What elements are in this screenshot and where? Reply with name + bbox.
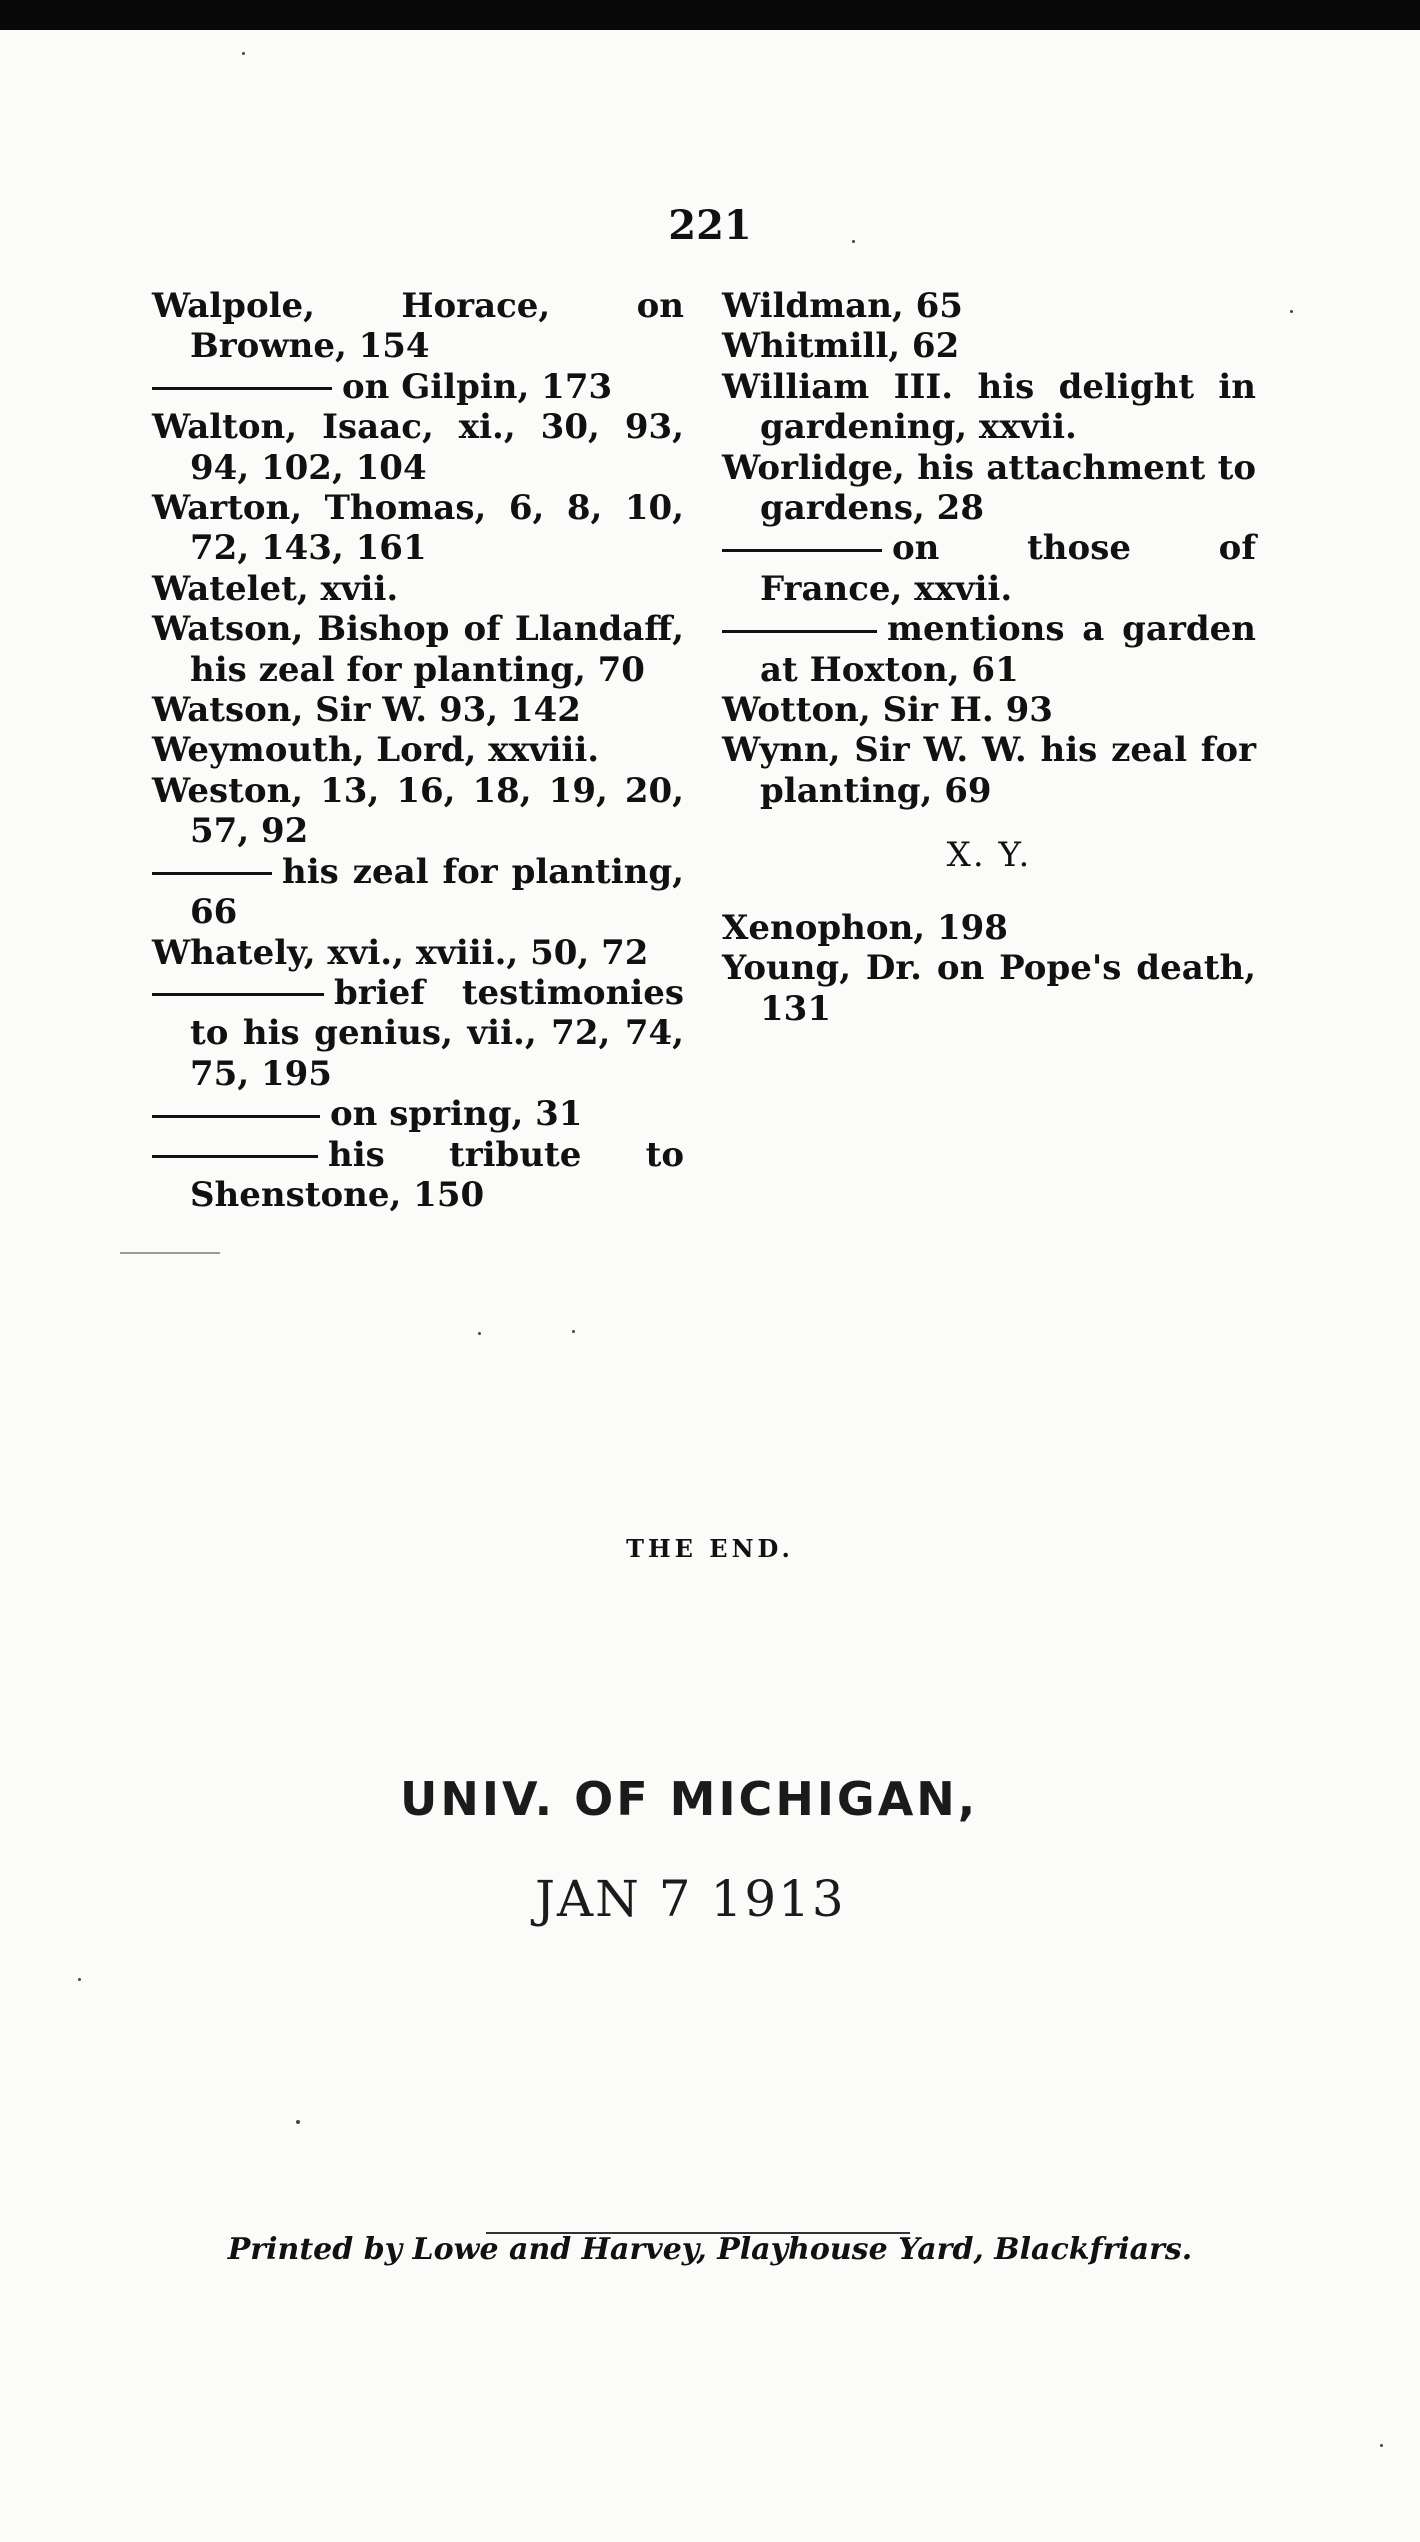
index-entry: Xenophon, 198	[722, 907, 1008, 948]
index-entry: Weymouth, Lord, xxviii.	[152, 730, 600, 771]
scan-speck	[1380, 2444, 1383, 2447]
index-entry: Wynn, Sir W. W. his zeal for planting, 69	[722, 730, 1256, 811]
scan-speck	[478, 1332, 481, 1335]
scan-edge-bar	[0, 0, 1420, 30]
library-stamp-line: UNIV. OF MICHIGAN,	[400, 1772, 979, 1826]
scan-speck	[78, 1978, 81, 1981]
index-entry: Wildman, 65	[722, 286, 963, 326]
ditto-dash	[722, 549, 882, 552]
index-column-right	[722, 286, 1256, 1029]
ditto-dash	[152, 1155, 318, 1158]
index-entry: Watson, Sir W. 93, 142	[152, 690, 581, 731]
index-entry: Watson, Bishop of Llandaff, his zeal for planting, 70	[152, 609, 684, 690]
index-entry: Whately, xvi., xviii., 50, 72	[152, 932, 649, 973]
index-entry: William III. his delight in gardening, xxvii.	[722, 366, 1256, 448]
ditto-dash	[152, 387, 332, 390]
ditto-dash	[722, 630, 877, 633]
index-entry: Weston, 13, 16, 18, 19, 20, 57, 92	[152, 770, 684, 852]
library-stamp-date: JAN 7 1913	[535, 1870, 846, 1928]
ditto-dash	[152, 993, 324, 996]
index-entry: on Gilpin, 173	[152, 367, 684, 407]
scan-speck	[1290, 310, 1293, 313]
index-entry: brief testimonies to his genius, vii., 72, 74, 75, 195	[152, 973, 684, 1094]
index-entry: Walton, Isaac, xi., 30, 93, 94, 102, 104	[152, 407, 684, 488]
index-entry: Warton, Thomas, 6, 8, 10, 72, 143, 161	[152, 488, 684, 569]
scan-speck	[572, 1330, 575, 1333]
index-entry: Whitmill, 62	[722, 326, 960, 367]
index-entry: Watelet, xvii.	[152, 568, 399, 609]
page-number: 221	[668, 202, 752, 249]
scan-speck	[242, 52, 245, 55]
index-entry: Wotton, Sir H. 93	[722, 690, 1053, 731]
scan-speck	[296, 2120, 300, 2124]
index-entry: on those of France, xxvii.	[722, 528, 1256, 609]
index-entry: on spring, 31	[152, 1094, 684, 1134]
scan-speck	[120, 1252, 220, 1254]
index-entry: Worlidge, his attachment to gardens, 28	[722, 447, 1256, 529]
ditto-dash	[152, 1115, 320, 1118]
ditto-dash	[152, 872, 272, 875]
printer-imprint: Printed by Lowe and Harvey, Playhouse Yard, Blackfriars.	[227, 2232, 1193, 2267]
index-entry: his tribute to Shenstone, 150	[152, 1135, 684, 1216]
index-entry: mentions a garden at Hoxton, 61	[722, 609, 1256, 690]
the-end-text: THE END.	[626, 1534, 794, 1563]
index-entry: Walpole, Horace, on Browne, 154	[152, 286, 684, 367]
index-entry: Young, Dr. on Pope's death, 131	[722, 948, 1256, 1029]
section-heading: X. Y.	[946, 835, 1032, 876]
index-column-left	[152, 286, 684, 1215]
scan-speck	[852, 240, 855, 243]
index-entry: his zeal for planting, 66	[152, 852, 684, 933]
